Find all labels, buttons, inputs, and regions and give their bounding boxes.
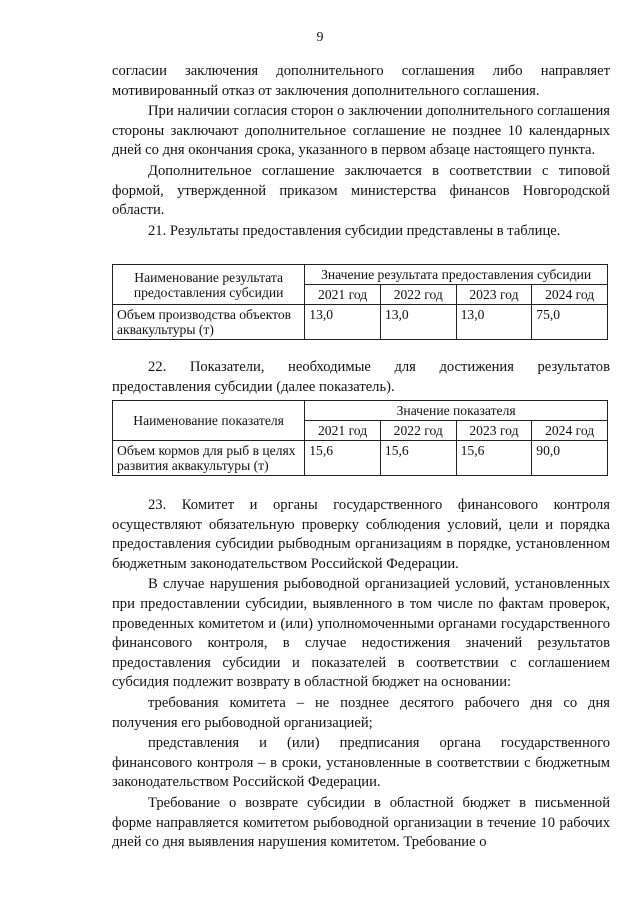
paragraph: 23. Комитет и органы государственного финансового контроля осуществляют обязательную проверку соблюдения условий, цели и порядка предоставления субсидии рыбводным организациям в порядке, установленном бюджетным законодательством Российской Федерации. xyxy=(112,497,610,572)
table-row xyxy=(113,441,608,476)
year-header: 2024 год xyxy=(532,285,608,305)
paragraph: Дополнительное соглашение заключается в соответствии с типовой формой, утвержденной приказом министерства финансов Новгородской области. xyxy=(112,162,610,219)
indicators-table-name-header: Наименование показателя xyxy=(113,401,305,441)
table-cell: 75,0 xyxy=(532,305,608,340)
table-cell: 13,0 xyxy=(305,305,381,340)
table-cell: 90,0 xyxy=(532,441,608,476)
page-number: 9 xyxy=(316,30,324,45)
paragraph: При наличии согласия сторон о заключении дополнительного соглашения стороны заключают дополнительное соглашение не позднее 10 календарных дней со дня окончания срока, указанного в первом абзаце настоящего пункта. xyxy=(112,103,610,159)
results-table xyxy=(112,264,608,340)
paragraph: требования комитета – не позднее десятого рабочего дня со дня получения его рыбоводной организацией; xyxy=(112,694,610,731)
year-header: 2021 год xyxy=(305,421,381,441)
paragraph: представления и (или) предписания органа государственного финансового контроля – в сроки, установленные в соответствии с бюджетным законодательством Российской Федерации. xyxy=(112,735,610,791)
year-header: 2023 год xyxy=(456,285,532,305)
paragraph: 21. Результаты предоставления субсидии представлены в таблице. xyxy=(148,222,561,239)
row-label: Объем производства объектов аквакультуры (т) xyxy=(113,305,305,340)
paragraph: В случае нарушения рыбоводной организацией условий, установленных при предоставлении субсидии, выявленного в том числе по фактам проверок, проведенных комитетом и (или) уполномоченными органами государственного финансового контроля, в случае недостижения значений результатов предоставления субсидии и показателей в соответствии с соглашением субсидия подлежит возврату в областной бюджет на основании: xyxy=(112,576,610,691)
row-label: Объем кормов для рыб в целях развития аквакультуры (т) xyxy=(113,441,305,476)
table-cell: 13,0 xyxy=(456,305,532,340)
paragraph: 22. Показатели, необходимые для достижения результатов предоставления субсидии (далее показатель). xyxy=(112,359,610,395)
results-table-name-header: Наименование результата предоставления субсидии xyxy=(113,265,305,305)
text-block-bottom xyxy=(112,496,610,853)
year-header: 2022 год xyxy=(380,421,456,441)
indicators-table xyxy=(112,400,608,476)
year-header: 2023 год xyxy=(456,421,532,441)
indicators-table-group-header: Значение показателя xyxy=(305,401,608,421)
table-row xyxy=(113,305,608,340)
paragraph: согласии заключения дополнительного соглашения либо направляет мотивированный отказ от заключения дополнительного соглашения. xyxy=(112,63,610,99)
year-header: 2022 год xyxy=(380,285,456,305)
table-cell: 15,6 xyxy=(305,441,381,476)
results-table-group-header: Значение результата предоставления субсидии xyxy=(305,265,608,285)
year-header: 2021 год xyxy=(305,285,381,305)
year-header: 2024 год xyxy=(532,421,608,441)
text-block-top xyxy=(112,62,610,241)
table-cell: 13,0 xyxy=(380,305,456,340)
table-cell: 15,6 xyxy=(380,441,456,476)
table-cell: 15,6 xyxy=(456,441,532,476)
paragraph: Требование о возврате субсидии в областной бюджет в письменной форме направляется комитетом рыбоводной организации в течение 10 рабочих дней со дня выявления нарушения комитетом. Требование о xyxy=(112,794,610,851)
text-block-mid xyxy=(112,358,610,397)
